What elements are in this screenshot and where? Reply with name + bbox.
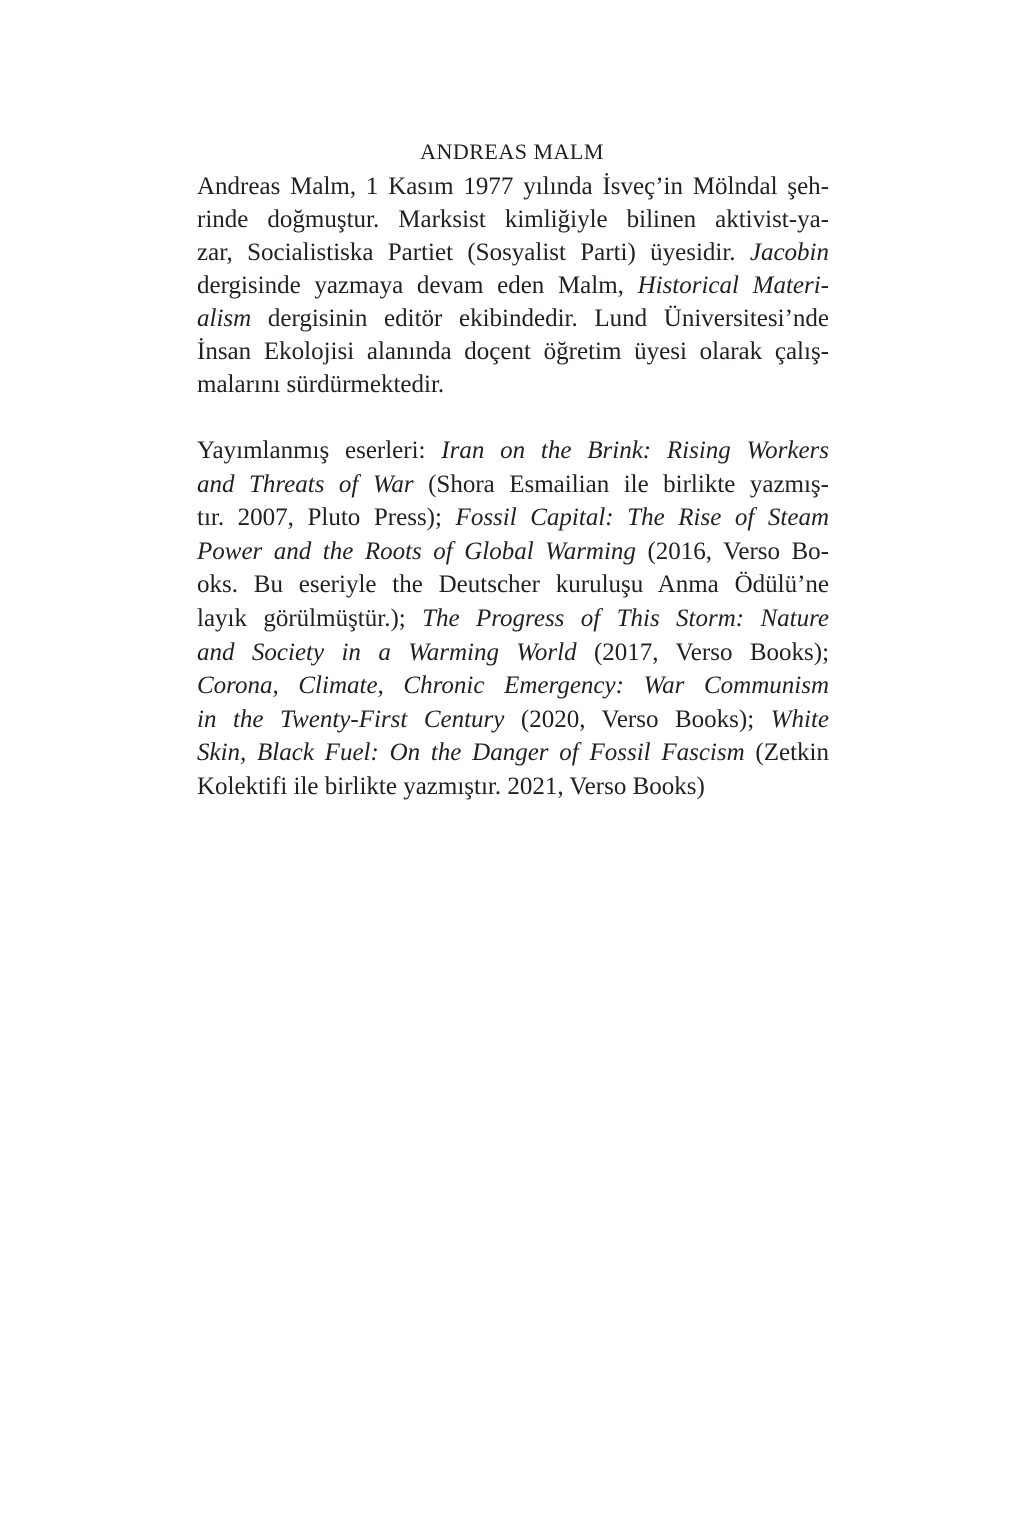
bio-line: İnsan Ekolojisi alanında doçent öğretim üyesi olarak çalış- xyxy=(197,338,829,365)
published-works-paragraph xyxy=(197,434,829,804)
works-text: (Shora Esmailian ile birlikte yazmış- xyxy=(428,470,829,498)
works-line xyxy=(197,669,829,703)
works-line xyxy=(197,636,829,670)
journal-title: alism xyxy=(197,305,252,332)
works-line xyxy=(197,703,829,737)
journal-title: Jacobin xyxy=(749,239,829,266)
works-text: layık görülmüştür.); xyxy=(197,604,406,632)
book-title: Iran on the Brink: Rising Workers xyxy=(441,437,830,464)
book-title: and Threats of War xyxy=(197,470,414,498)
works-text: tır. 2007, Pluto Press); xyxy=(197,504,442,532)
book-title: Skin, Black Fuel: On the Danger of Fossil Fascism xyxy=(197,739,745,767)
works-line xyxy=(197,736,829,770)
author-name-heading: ANDREAS MALM xyxy=(420,139,604,164)
works-line: Kolektifi ile birlikte yazmıştır. 2021, Verso Books) xyxy=(197,772,705,800)
works-line xyxy=(197,602,829,636)
works-line: oks. Bu eseriyle the Deutscher kuruluşu Anma Ödülü’ne xyxy=(197,571,829,599)
bio-line xyxy=(197,302,829,335)
works-line xyxy=(197,434,829,468)
bio-line: malarını sürdürmektedir. xyxy=(197,371,445,398)
works-text: (2017, Verso Books); xyxy=(593,638,830,666)
works-line xyxy=(197,535,829,569)
works-line xyxy=(197,468,829,502)
bio-line xyxy=(197,236,829,269)
bio-line: rinde doğmuştur. Marksist kimliğiyle bilinen aktivist-ya- xyxy=(197,206,829,233)
author-bio-paragraph xyxy=(197,170,829,401)
book-title: and Society in a Warming World xyxy=(197,638,577,666)
book-title: White xyxy=(770,705,830,733)
book-title: Corona, Climate, Chronic Emergency: War Communism xyxy=(197,672,829,700)
book-title: The Progress of This Storm: Nature xyxy=(422,604,829,632)
bio-line xyxy=(197,269,829,302)
works-text: (2020, Verso Books); xyxy=(520,705,755,733)
book-title: Power and the Roots of Global Warming xyxy=(197,537,636,565)
works-text: (2016, Verso Bo- xyxy=(647,537,829,565)
bio-text: dergisinde yazmaya devam eden Malm, xyxy=(197,272,624,299)
works-label: Yayımlanmış eserleri: xyxy=(197,437,426,464)
works-text: (Zetkin xyxy=(755,739,829,767)
book-title: Fossil Capital: The Rise of Steam xyxy=(455,504,830,532)
works-line xyxy=(197,501,829,535)
bio-text: zar, Socialistiska Partiet (Sosyalist Parti) üyesidir. xyxy=(197,239,736,266)
bio-line: Andreas Malm, 1 Kasım 1977 yılında İsveç’in Mölndal şeh- xyxy=(197,173,829,200)
book-title: in the Twenty-First Century xyxy=(197,705,505,733)
bio-text: dergisinin editör ekibindedir. Lund Üniversitesi’nde xyxy=(267,305,829,332)
journal-title: Historical Materi- xyxy=(637,272,829,299)
